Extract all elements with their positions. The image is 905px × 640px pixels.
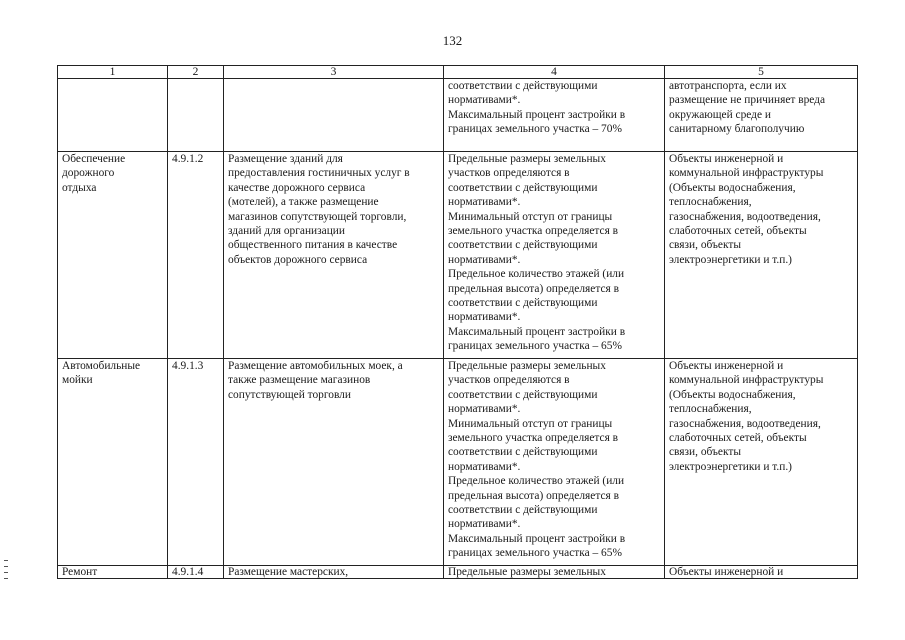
cell-text-line: связи, объекты — [669, 239, 741, 252]
parameters-cell — [444, 152, 665, 359]
cell-text-line: Объекты инженерной и — [669, 566, 784, 578]
use-description-cell — [224, 79, 444, 152]
cell-text-line: соответствии с действующими — [448, 181, 598, 194]
cell-text-line: Максимальный процент застройки в — [448, 325, 626, 338]
use-code-cell — [168, 359, 224, 566]
cell-text-line: слаботочных сетей, объекты — [669, 432, 807, 445]
cell-text-line: Минимальный отступ от границы — [448, 210, 613, 223]
cell-text-line: нормативами*. — [448, 94, 521, 107]
cell-text-line: качестве дорожного сервиса — [228, 181, 366, 194]
cell-text-line: электроэнергетики и т.п.) — [669, 460, 792, 473]
cell-text-line: соответствии с действующими — [448, 297, 598, 310]
column-header-2: 2 — [168, 66, 224, 79]
column-header-3: 3 — [224, 66, 444, 79]
cell-text-line: участков определяются в — [448, 167, 570, 180]
cell-text-line: сопутствующей торговли — [228, 388, 351, 401]
land-use-table — [57, 65, 858, 579]
cell-text-line: границах земельного участка – 70% — [448, 123, 622, 136]
cell-text-line: нормативами*. — [448, 253, 521, 266]
cell-text-line: Максимальный процент застройки в — [448, 532, 626, 545]
table-row — [58, 566, 858, 579]
use-description-cell — [224, 152, 444, 359]
cell-text-line: предельная высота) определяется в — [448, 489, 619, 502]
cell-text-line: (мотелей), а также размещение — [228, 196, 379, 209]
cell-text-line: объектов дорожного сервиса — [228, 253, 368, 266]
cell-text-line: окружающей среде и — [669, 108, 771, 121]
cell-text-line: Предельные размеры земельных — [448, 360, 606, 372]
cell-text-line: теплоснабжения, — [669, 403, 752, 416]
auxiliary-uses-cell — [665, 79, 858, 152]
cell-text-line: соответствии с действующими — [448, 504, 598, 517]
cell-text-line: нормативами*. — [448, 460, 521, 473]
cell-text-line: нормативами*. — [448, 311, 521, 324]
cell-text-line: границах земельного участка – 65% — [448, 547, 622, 560]
table-row — [58, 359, 858, 566]
cell-text-line: коммунальной инфраструктуры — [669, 167, 824, 180]
cell-text-line: 4.9.1.4 — [172, 566, 204, 578]
auxiliary-uses-cell — [665, 566, 858, 579]
cell-text-line: 4.9.1.3 — [172, 360, 204, 372]
cell-text-line: размещение не причиняет вреда — [669, 94, 826, 107]
cell-text-line: Объекты инженерной и — [669, 360, 784, 372]
table-row — [58, 79, 858, 152]
cell-text-line: электроэнергетики и т.п.) — [669, 253, 792, 266]
cell-text-line: дорожного — [62, 167, 115, 180]
use-description-cell — [224, 566, 444, 579]
column-header-5: 5 — [665, 66, 858, 79]
cell-text-line: (Объекты водоснабжения, — [669, 388, 796, 401]
cell-text-line: Предельное количество этажей (или — [448, 268, 625, 281]
table-header-row — [58, 66, 858, 79]
cell-text-line: теплоснабжения, — [669, 196, 752, 209]
cell-text-line: газоснабжения, водоотведения, — [669, 210, 821, 223]
cell-text-line: Размещение зданий для — [228, 153, 343, 165]
use-code-cell — [168, 79, 224, 152]
cell-text-line: предоставления гостиничных услуг в — [228, 167, 410, 180]
cell-text-line: коммунальной инфраструктуры — [669, 374, 824, 387]
cell-text-line: соответствии с действующими — [448, 80, 598, 92]
cell-text-line: предельная высота) определяется в — [448, 282, 619, 295]
cell-text-line: земельного участка определяется в — [448, 225, 619, 238]
use-code-cell — [168, 566, 224, 579]
cell-text-line: Объекты инженерной и — [669, 153, 784, 165]
parameters-cell — [444, 359, 665, 566]
cell-text-line: газоснабжения, водоотведения, — [669, 417, 821, 430]
cell-text-line: соответствии с действующими — [448, 388, 598, 401]
cell-text-line: Минимальный отступ от границы — [448, 417, 613, 430]
cell-text-line: Автомобильные — [62, 360, 141, 372]
cell-text-line: связи, объекты — [669, 446, 741, 459]
cell-text-line: Обеспечение — [62, 153, 126, 165]
auxiliary-uses-cell — [665, 359, 858, 566]
use-code-cell — [168, 152, 224, 359]
use-name-cell — [58, 566, 168, 579]
cell-text-line: границах земельного участка – 65% — [448, 340, 622, 353]
page-number: 132 — [442, 33, 463, 48]
cell-text-line: соответствии с действующими — [448, 446, 598, 459]
use-name-cell — [58, 359, 168, 566]
cell-text-line: земельного участка определяется в — [448, 432, 619, 445]
cell-text-line: слаботочных сетей, объекты — [669, 225, 807, 238]
column-header-1: 1 — [58, 66, 168, 79]
cell-text-line: 4.9.1.2 — [172, 153, 204, 165]
use-description-cell — [224, 359, 444, 566]
table-body — [58, 79, 858, 579]
margin-binding-marks — [4, 560, 8, 590]
parameters-cell — [444, 566, 665, 579]
cell-text-line: зданий для организации — [228, 225, 345, 238]
auxiliary-uses-cell — [665, 152, 858, 359]
cell-text-line: Предельное количество этажей (или — [448, 475, 625, 488]
cell-text-line: Предельные размеры земельных — [448, 566, 606, 578]
cell-text-line: Размещение автомобильных моек, а — [228, 360, 403, 372]
cell-text-line: нормативами*. — [448, 196, 521, 209]
cell-text-line: участков определяются в — [448, 374, 570, 387]
cell-text-line: Предельные размеры земельных — [448, 153, 606, 165]
cell-text-line: нормативами*. — [448, 403, 521, 416]
cell-text-line: соответствии с действующими — [448, 239, 598, 252]
use-name-cell — [58, 152, 168, 359]
cell-text-line: Максимальный процент застройки в — [448, 108, 626, 121]
cell-text-line: отдыха — [62, 181, 97, 194]
table-row — [58, 152, 858, 359]
cell-text-line: магазинов сопутствующей торговли, — [228, 210, 407, 223]
parameters-cell — [444, 79, 665, 152]
cell-text-line: также размещение магазинов — [228, 374, 371, 387]
cell-text-line: нормативами*. — [448, 518, 521, 531]
cell-text-line: Ремонт — [62, 566, 98, 578]
cell-text-line: общественного питания в качестве — [228, 239, 398, 252]
cell-text-line: (Объекты водоснабжения, — [669, 181, 796, 194]
cell-text-line: Размещение мастерских, — [228, 566, 349, 578]
column-header-4: 4 — [444, 66, 665, 79]
cell-text-line: автотранспорта, если их — [669, 80, 787, 92]
use-name-cell — [58, 79, 168, 152]
cell-text-line: мойки — [62, 374, 93, 387]
cell-text-line: санитарному благополучию — [669, 123, 805, 136]
